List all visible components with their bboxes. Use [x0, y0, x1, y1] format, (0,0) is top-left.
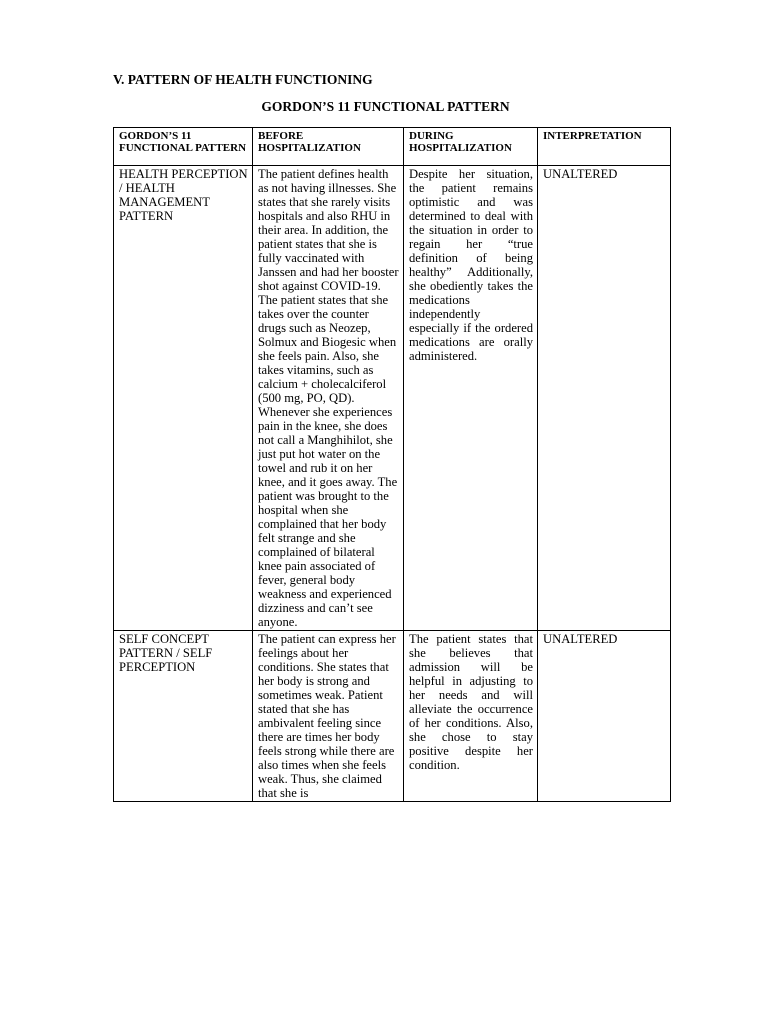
table-row: [114, 631, 671, 802]
cell-before: The patient defines health as not having illnesses. She states that she rarely visits hospitals and also RHU in their area. In addition, the patient states that she is fully vaccinated with Janssen and had her booster shot against COVID-19. The patient states that she takes over the counter drugs such as Neozep, Solmux and Biogesic when she feels pain. Also, she takes vitamins, such as calcium + cholecalciferol (500 mg, PO, QD). Whenever she experiences pain in the knee, she does not call a Manghihilot, she just put hot water on the towel and rub it on her knee, and it goes away. The patient was brought to the hospital when she complained that her body felt strange and she complained of bilateral knee pain associated of fever, general body weakness and experienced dizziness and can’t see anyone.: [253, 166, 404, 631]
table-header-row: [114, 128, 671, 166]
cell-pattern: SELF CONCEPT PATTERN / SELF PERCEPTION: [114, 631, 253, 802]
header-during: DURING HOSPITALIZATION: [404, 128, 538, 166]
cell-pattern: HEALTH PERCEPTION / HEALTH MANAGEMENT PATTERN: [114, 166, 253, 631]
cell-during: The patient states that she believes that admission will be helpful in adjusting to her needs and will alleviate the occurrence of her conditions. Also, she chose to stay positive despite her condition.: [404, 631, 538, 802]
header-before: BEFORE HOSPITALIZATION: [253, 128, 404, 166]
cell-during: Despite her situation, the patient remains optimistic and was determined to deal with the situation in order to regain her “true definition of being healthy” Additionally, she obediently takes the medications independently especially if the ordered medications are orally administered.: [404, 166, 538, 631]
cell-interpretation: UNALTERED: [538, 166, 671, 631]
header-interpretation: INTERPRETATION: [538, 128, 671, 166]
table-row: [114, 166, 671, 631]
header-pattern: GORDON’S 11 FUNCTIONAL PATTERN: [114, 128, 253, 166]
functional-pattern-table: [113, 127, 671, 802]
document-title-text: GORDON’S 11 FUNCTIONAL PATTERN: [261, 99, 510, 114]
document-title: [0, 99, 768, 115]
cell-interpretation: UNALTERED: [538, 631, 671, 802]
section-heading: V. PATTERN OF HEALTH FUNCTIONING: [113, 72, 373, 87]
cell-before: The patient can express her feelings about her conditions. She states that her body is strong and sometimes weak. Patient stated that she has ambivalent feeling since there are times her body feels strong while there are also times when she feels weak. Thus, she claimed that she is: [253, 631, 404, 802]
